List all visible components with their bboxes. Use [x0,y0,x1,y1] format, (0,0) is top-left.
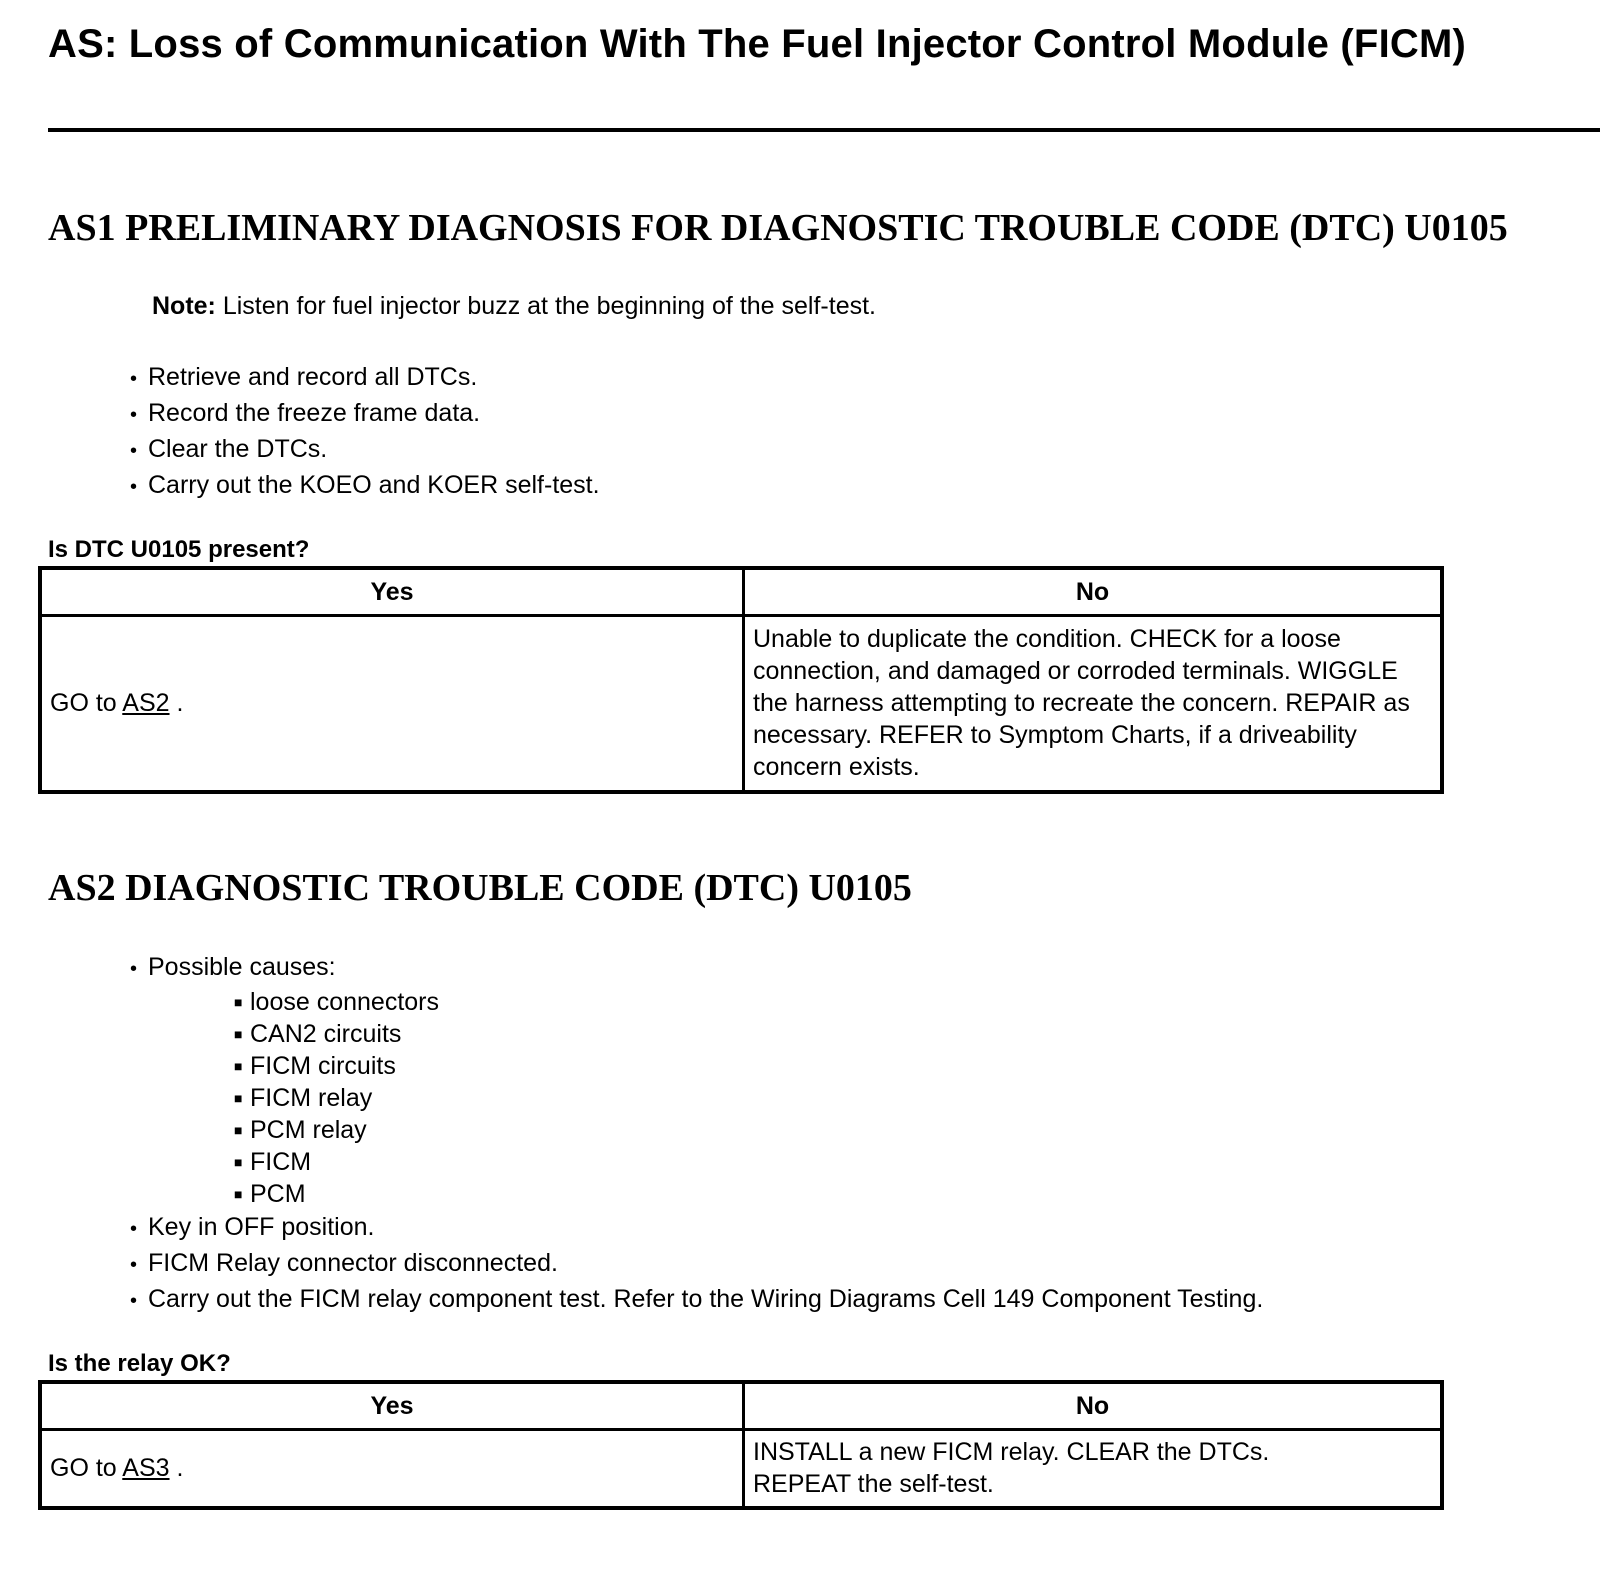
possible-causes-list [130,986,1263,1210]
square-bullet-icon: ■ [234,1122,243,1138]
yes-header: Yes [40,568,744,616]
table-row [40,616,1442,792]
as2-decision-table [38,1380,1444,1510]
list-item: • Carry out the FICM relay component test. Refer to the Wiring Diagrams Cell 149 Component Testing. [130,1282,1263,1318]
list-item: ■ PCM [234,1180,306,1208]
bullet-icon: • [130,1218,138,1240]
square-bullet-icon: ■ [234,994,243,1010]
bullet-icon: • [130,1254,138,1276]
as1-question: Is DTC U0105 present? [48,536,310,563]
list-item: • Carry out the KOEO and KOER self-test. [130,468,600,504]
square-bullet-icon: ■ [234,1090,243,1106]
note-text: Listen for fuel injector buzz at the beginning of the self-test. [215,292,876,320]
as2-question: Is the relay OK? [48,1350,231,1377]
bullet-icon: • [130,476,138,498]
list-item: • Clear the DTCs. [130,432,600,468]
note [152,292,876,321]
as2-bullet-list [130,950,1263,1318]
list-item: ■ FICM circuits [234,1052,396,1080]
yes-header: Yes [40,1382,744,1430]
bullet-icon: • [130,404,138,426]
list-item: • Possible causes: ■ loose connectors ■ CAN2 circuits ■ FICM circuits ■ FICM relay ■ PCM relay ■ FICM ■ PCM [130,950,1263,1210]
square-bullet-icon: ■ [234,1186,243,1202]
square-bullet-icon: ■ [234,1026,243,1042]
no-header: No [744,1382,1443,1430]
as2-link[interactable]: AS2 [122,689,170,718]
list-item: • Record the freeze frame data. [130,396,600,432]
list-item: ■ PCM relay [234,1116,367,1144]
page-title: AS: Loss of Communication With The Fuel Injector Control Module (FICM) [48,22,1467,66]
note-label: Note: [152,292,216,320]
bullet-icon: • [130,440,138,462]
list-item: ■ loose connectors [234,988,440,1016]
bullet-icon: • [130,1290,138,1312]
section-heading-as1: AS1 PRELIMINARY DIAGNOSIS FOR DIAGNOSTIC TROUBLE CODE (DTC) U0105 [48,207,1508,249]
square-bullet-icon: ■ [234,1154,243,1170]
table-header-row [40,568,1442,616]
yes-cell: GO to AS2 . [40,616,744,792]
as1-decision-table [38,566,1444,794]
no-header: No [744,568,1443,616]
no-cell: INSTALL a new FICM relay. CLEAR the DTCs. REPEAT the self-test. [744,1430,1443,1508]
no-cell: Unable to duplicate the condition. CHECK for a loose connection, and damaged or corroded terminals. WIGGLE the harness attempting to recreate the concern. REPAIR as necessary. REFER to Symptom Charts, if a driveability concern exists. [744,616,1443,792]
as1-bullet-list [130,360,600,504]
table-header-row [40,1382,1442,1430]
list-item: • FICM Relay connector disconnected. [130,1246,1263,1282]
bullet-icon: • [130,958,138,980]
list-item: ■ FICM relay [234,1084,373,1112]
yes-cell: GO to AS3 . [40,1430,744,1508]
title-divider [48,128,1600,132]
square-bullet-icon: ■ [234,1058,243,1074]
list-item: ■ CAN2 circuits [234,1020,402,1048]
as3-link[interactable]: AS3 [122,1454,170,1483]
table-row [40,1430,1442,1508]
list-item: ■ FICM [234,1148,312,1176]
section-heading-as2: AS2 DIAGNOSTIC TROUBLE CODE (DTC) U0105 [48,867,912,909]
list-item: • Retrieve and record all DTCs. [130,360,600,396]
list-item: • Key in OFF position. [130,1210,1263,1246]
bullet-icon: • [130,368,138,390]
